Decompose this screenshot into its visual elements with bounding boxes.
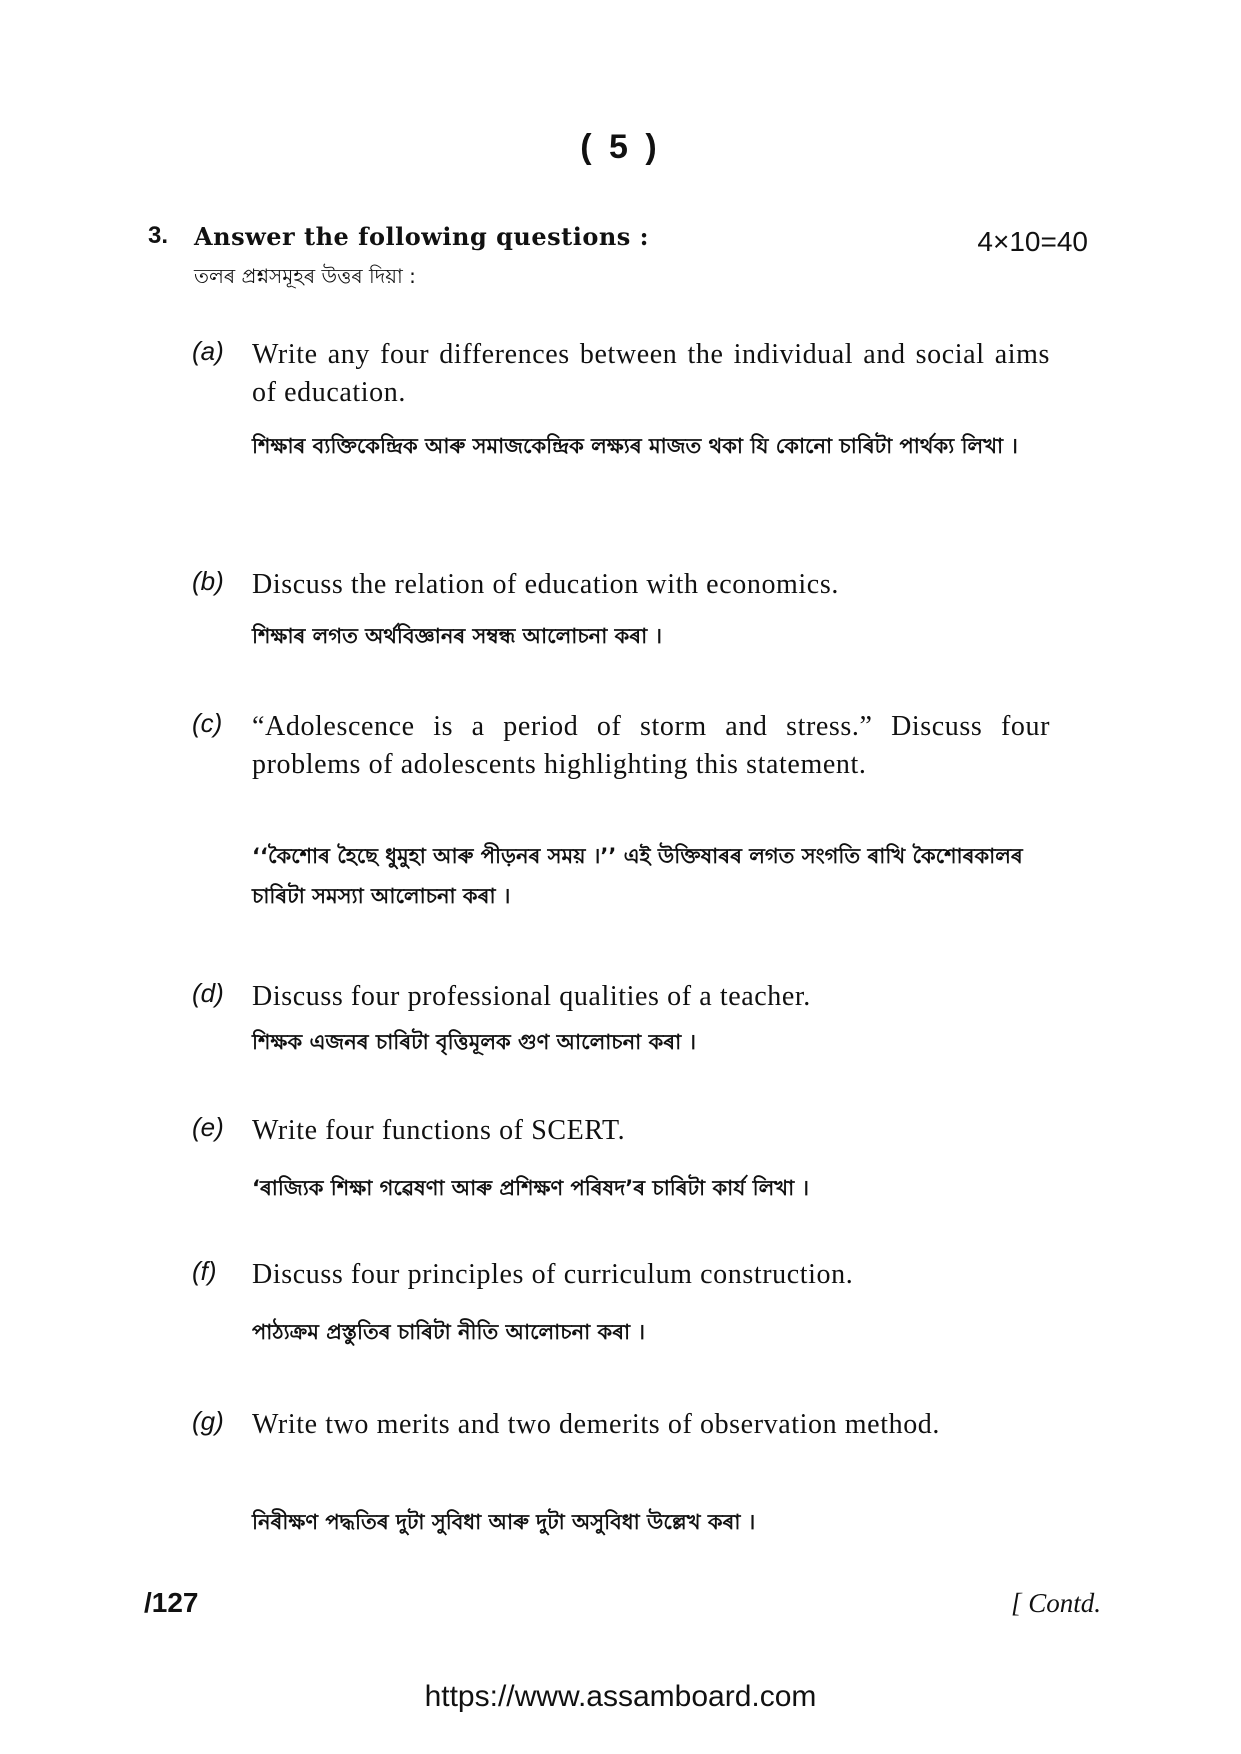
paper-code: /127: [144, 1587, 199, 1618]
question-title-assamese: তলৰ প্ৰশ্নসমূহৰ উত্তৰ দিয়া :: [194, 264, 416, 288]
item-label: (d): [192, 978, 224, 1008]
source-url: https://www.assamboard.com: [424, 1680, 817, 1713]
item-english-text: Discuss four professional qualities of a teacher.: [252, 981, 811, 1012]
question-marks: 4×10=40: [977, 226, 1088, 257]
item-label: (g): [192, 1406, 224, 1436]
item-assamese-text: শিক্ষাৰ লগত অৰ্থবিজ্ঞানৰ সম্বন্ধ আলোচনা কৰা ।: [252, 624, 663, 648]
item-assamese-text: শিক্ষক এজনৰ চাৰিটা বৃত্তিমূলক গুণ আলোচনা কৰা ।: [252, 1030, 697, 1054]
item-assamese-text: পাঠ্যক্ৰম প্ৰস্তুতিৰ চাৰিটা নীতি আলোচনা কৰা ।: [252, 1320, 645, 1344]
item-assamese-text: ‘ৰাজ্যিক শিক্ষা গৱেষণা আৰু প্ৰশিক্ষণ পৰিষদ’ৰ চাৰিটা কাৰ্য লিখা ।: [252, 1176, 809, 1200]
item-english-text: Discuss four principles of curriculum construction.: [252, 1259, 854, 1290]
item-english-text: “Adolescence is a period of storm and stress.” Discuss four problems of adolescents highlighting this statement.: [252, 711, 1050, 780]
item-english-text: Write any four differences between the individual and social aims of education.: [252, 339, 1050, 408]
item-label: (a): [192, 336, 224, 366]
item-english-text: Discuss the relation of education with economics.: [252, 569, 839, 600]
item-label: (b): [192, 566, 224, 596]
item-label: (f): [192, 1256, 217, 1286]
item-assamese-text: নিৰীক্ষণ পদ্ধতিৰ দুটা সুবিধা আৰু দুটা অসুবিধা উল্লেখ কৰা ।: [252, 1510, 756, 1534]
question-title: Answer the following questions :: [194, 222, 650, 251]
item-english-text: Write two merits and two demerits of observation method.: [252, 1409, 940, 1440]
item-assamese-text: শিক্ষাৰ ব্যক্তিকেন্দ্ৰিক আৰু সমাজকেন্দ্ৰিক লক্ষ্যৰ মাজত থকা যি কোনো চাৰিটা পাৰ্থক্য লিখা ।: [252, 434, 1018, 458]
item-label: (e): [192, 1112, 224, 1142]
page-number: ( 5 ): [580, 128, 661, 166]
item-label: (c): [192, 708, 223, 738]
continued-note: [ Contd.: [1010, 1588, 1101, 1618]
item-english-text: Write four functions of SCERT.: [252, 1115, 626, 1146]
item-assamese-text: ‘‘কৈশোৰ হৈছে ধুমুহা আৰু পীড়নৰ সময় ।’’ এই উক্তিষাৰৰ লগত সংগতি ৰাখি কৈশোৰকালৰ চাৰিটা সমস্যা আলোচনা কৰা ।: [252, 844, 1023, 908]
question-number: 3.: [148, 222, 169, 249]
